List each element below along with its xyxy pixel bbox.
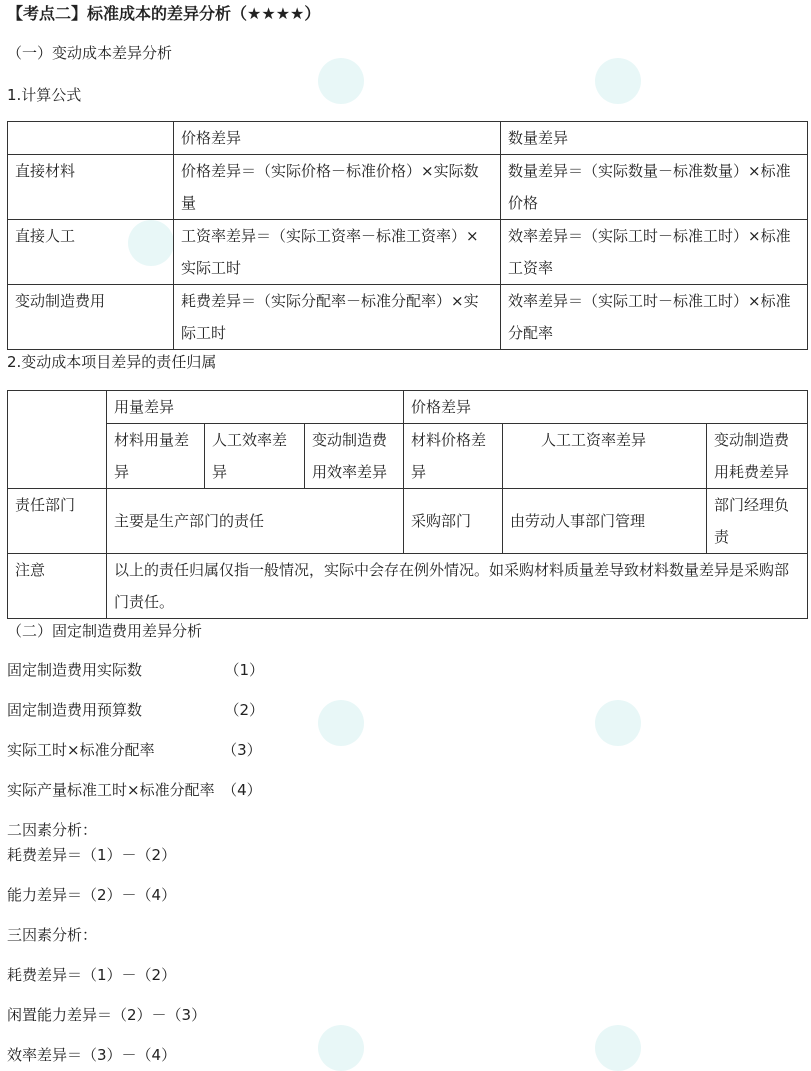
- subheader-cell: 材料用量差异: [107, 424, 205, 489]
- header-cell: [8, 122, 174, 155]
- text-line: 三因素分析：: [7, 926, 98, 944]
- watermark-logo: [318, 700, 364, 746]
- row-label: 直接材料: [8, 155, 174, 220]
- table-cell: 主要是生产部门的责任: [107, 489, 404, 554]
- table-cell: 价格差异＝（实际价格－标准价格）×实际数量: [174, 155, 501, 220]
- watermark-logo: [595, 1025, 641, 1071]
- text-line: 闲置能力差异＝（2）－（3）: [7, 1006, 207, 1024]
- section-heading: （一）变动成本差异分析: [7, 44, 173, 62]
- table-cell: 由劳动人事部门管理: [503, 489, 707, 554]
- table-cell: 耗费差异＝（实际分配率－标准分配率）×实际工时: [174, 285, 501, 350]
- subheading: 2.变动成本项目差异的责任归属: [7, 353, 217, 371]
- subheader-cell: 变动制造费用耗费差异: [707, 424, 808, 489]
- table-cell: 采购部门: [404, 489, 503, 554]
- table-cell: 部门经理负责: [707, 489, 808, 554]
- text-line: 固定制造费用实际数 （1）: [7, 661, 265, 679]
- text-line: 耗费差异＝（1）－（2）: [7, 966, 177, 984]
- responsibility-table: [7, 390, 808, 619]
- row-label: 变动制造费用: [8, 285, 174, 350]
- watermark-logo: [318, 1025, 364, 1071]
- text-line: 能力差异＝（2）－（4）: [7, 886, 177, 904]
- section-heading: （二）固定制造费用差异分析: [7, 622, 203, 640]
- group-header: 价格差异: [404, 391, 808, 424]
- row-label: 责任部门: [8, 489, 107, 554]
- table-cell: 效率差异＝（实际工时－标准工时）×标准工资率: [501, 220, 808, 285]
- text-line: 实际工时×标准分配率 （3）: [7, 741, 262, 759]
- text-line: 固定制造费用预算数 （2）: [7, 701, 265, 719]
- text-line: 二因素分析：: [7, 821, 98, 839]
- group-header: 用量差异: [107, 391, 404, 424]
- subheading: 1.计算公式: [7, 86, 82, 104]
- subheader-cell: 变动制造费用效率差异: [305, 424, 404, 489]
- subheader-cell: 人工工资率差异: [503, 424, 707, 489]
- watermark-logo: [595, 700, 641, 746]
- text-line: 耗费差异＝（1）－（2）: [7, 846, 177, 864]
- text-line: 实际产量标准工时×标准分配率 （4）: [7, 781, 262, 799]
- watermark-logo: [318, 58, 364, 104]
- table-cell: 工资率差异＝（实际工资率－标准工资率）×实际工时: [174, 220, 501, 285]
- subheader-cell: 材料价格差异: [404, 424, 503, 489]
- watermark-logo: [595, 58, 641, 104]
- table-cell: 效率差异＝（实际工时－标准工时）×标准分配率: [501, 285, 808, 350]
- formula-table: [7, 121, 808, 350]
- note-cell: 以上的责任归属仅指一般情况，实际中会存在例外情况。如采购材料质量差导致材料数量差异是采购部门责任。: [107, 554, 808, 619]
- text-line: 效率差异＝（3）－（4）: [7, 1046, 177, 1064]
- subheader-cell: 人工效率差异: [205, 424, 305, 489]
- header-cell: 数量差异: [501, 122, 808, 155]
- empty-cell: [8, 391, 107, 489]
- header-cell: 价格差异: [174, 122, 501, 155]
- row-label: 注意: [8, 554, 107, 619]
- page-title: 【考点二】标准成本的差异分析（★★★★）: [7, 4, 321, 23]
- table-cell: 数量差异＝（实际数量－标准数量）×标准价格: [501, 155, 808, 220]
- row-label: 直接人工: [8, 220, 174, 285]
